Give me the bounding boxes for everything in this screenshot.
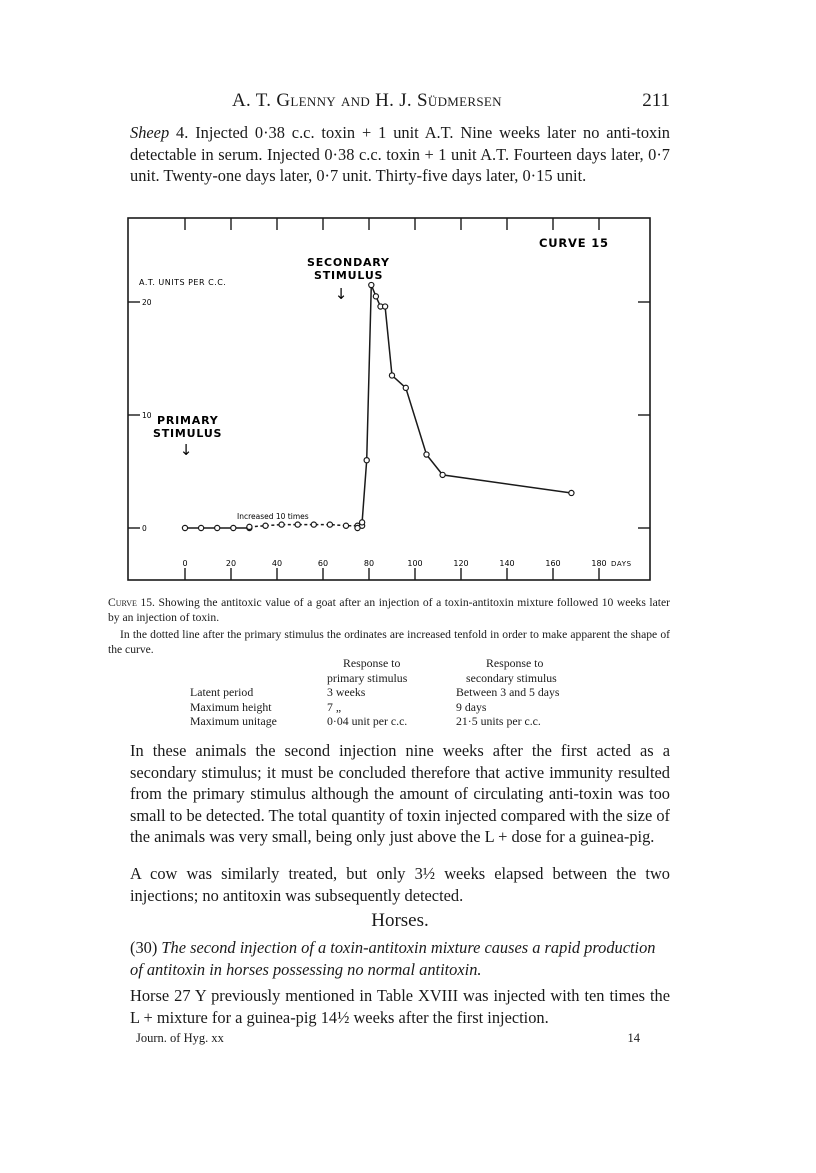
data-point xyxy=(424,452,429,457)
x-tick-label: 80 xyxy=(363,559,375,568)
data-point xyxy=(355,525,360,530)
series-line xyxy=(358,285,572,528)
section-statement xyxy=(130,937,670,980)
x-tick-label: 120 xyxy=(453,559,469,568)
x-tick-label: 40 xyxy=(271,559,283,568)
page-number: 211 xyxy=(642,90,670,111)
data-point xyxy=(215,525,220,530)
caption-line-1: Showing the antitoxic value of a goat after an injection of a toxin-antitoxin mixture followed 10 weeks later by an injection of toxin. xyxy=(108,596,671,624)
figure-frame xyxy=(128,218,650,580)
data-point xyxy=(569,490,574,495)
data-point xyxy=(263,523,268,528)
signature-number: 14 xyxy=(627,1031,640,1045)
figure-caption-note: In the dotted line after the primary stimulus the ordinates are increased tenfold in order to make apparent the shape of the curve. xyxy=(108,628,670,656)
section-heading: Horses. xyxy=(371,910,429,931)
data-point xyxy=(369,282,374,287)
primary-stimulus-label-1: PRIMARY xyxy=(157,414,219,427)
data-point xyxy=(231,525,236,530)
data-point xyxy=(295,522,300,527)
paragraph-animals: In these animals the second injection nine weeks after the first acted as a secondary stimulus; it must be concluded therefore that active immunity resulted from the primary stimulus although the amount of circulating anti-toxin was too small to be detected. The total quantity of toxin injected compared with the size of the animals was very small, being only just above the L + dose for a guinea-pig. xyxy=(130,741,670,846)
left-ticks xyxy=(128,302,140,528)
x-tick-label: 140 xyxy=(499,559,515,568)
journal-name: Journ. of Hyg. xx xyxy=(136,1031,224,1045)
bottom-ticks xyxy=(185,568,599,580)
y-tick-label: 0 xyxy=(142,524,147,533)
data-point xyxy=(279,522,284,527)
data-point xyxy=(199,525,204,530)
data-point xyxy=(247,524,252,529)
data-point xyxy=(373,294,378,299)
x-tick-label: 160 xyxy=(545,559,561,568)
data-point xyxy=(360,520,365,525)
series-points xyxy=(179,282,574,530)
running-header xyxy=(130,90,670,118)
x-tick-labels xyxy=(182,559,606,568)
paragraph-cow: A cow was similarly treated, but only 3½ weeks elapsed between the two injections; no antitoxin was subsequently detected. xyxy=(130,864,670,905)
y-tick-label: 10 xyxy=(142,411,152,420)
section-number: (30) xyxy=(130,938,158,957)
secondary-stimulus-label-2: STIMULUS xyxy=(314,269,384,282)
table-row: Maximum height 7 „ 9 days xyxy=(190,699,487,714)
section-italic-text: The second injection of a toxin-antitoxin mixture causes a rapid production of antitoxin in horses possessing no normal antitoxin. xyxy=(130,938,656,979)
series-lines xyxy=(185,285,571,528)
secondary-arrow: ↓ xyxy=(334,285,348,303)
right-ticks xyxy=(638,302,650,528)
y-tick-labels xyxy=(142,298,152,533)
x-tick-label: 0 xyxy=(182,559,188,568)
x-tick-label: 100 xyxy=(407,559,423,568)
table-row: Maximum unitage 0·04 unit per c.c. 21·5 units per c.c. xyxy=(190,714,541,729)
sheep-text: 4. Injected 0·38 c.c. toxin + 1 unit A.T. Nine weeks later no anti-toxin detectable in serum. Injected 0·38 c.c. toxin + 1 unit A.T. Fourteen days later, 0·7 unit. Twenty-one days later, 0·7 unit. Thirty-five days later, 0·15 unit. xyxy=(130,123,670,185)
data-point xyxy=(403,385,408,390)
data-point xyxy=(327,522,332,527)
data-point xyxy=(182,525,187,530)
x-tick-label: 180 xyxy=(591,559,607,568)
sheep-label: Sheep xyxy=(130,123,170,142)
data-point xyxy=(311,522,316,527)
caption-number: 15. xyxy=(136,596,155,609)
secondary-stimulus-label-1: SECONDARY xyxy=(307,256,390,269)
dotted-line-note: Increased 10 times xyxy=(237,512,309,521)
curve-label: CURVE 15 xyxy=(539,236,609,250)
figure-caption xyxy=(108,595,670,625)
top-ticks xyxy=(185,218,599,230)
running-title: A. T. Glenny and H. J. Südmersen xyxy=(232,90,502,111)
data-point xyxy=(343,523,348,528)
col-header-primary: Response to primary stimulus xyxy=(327,656,408,685)
table-header-row xyxy=(190,656,560,685)
x-axis-days-label: DAYS xyxy=(611,560,632,568)
curve-15-figure xyxy=(127,217,652,591)
primary-stimulus-label-2: STIMULUS xyxy=(153,427,223,440)
y-tick-label: 20 xyxy=(142,298,152,307)
paragraph-sheep xyxy=(130,122,670,187)
x-tick-label: 20 xyxy=(225,559,237,568)
table-row: Latent period 3 weeks Between 3 and 5 days xyxy=(190,685,560,700)
page-footer xyxy=(136,1031,640,1046)
caption-label: Curve xyxy=(108,596,137,609)
response-table xyxy=(190,656,560,729)
data-point xyxy=(364,458,369,463)
y-axis-label: A.T. UNITS PER C.C. xyxy=(139,278,227,287)
col-header-secondary: Response to secondary stimulus xyxy=(466,656,557,685)
x-tick-label: 60 xyxy=(317,559,329,568)
paragraph-horse: Horse 27 Y previously mentioned in Table XVIII was injected with ten times the L + mixture for a guinea-pig 14½ weeks after the first injection. xyxy=(130,986,670,1027)
data-point xyxy=(383,304,388,309)
data-point xyxy=(440,472,445,477)
data-point xyxy=(389,373,394,378)
primary-arrow: ↓ xyxy=(179,441,193,459)
